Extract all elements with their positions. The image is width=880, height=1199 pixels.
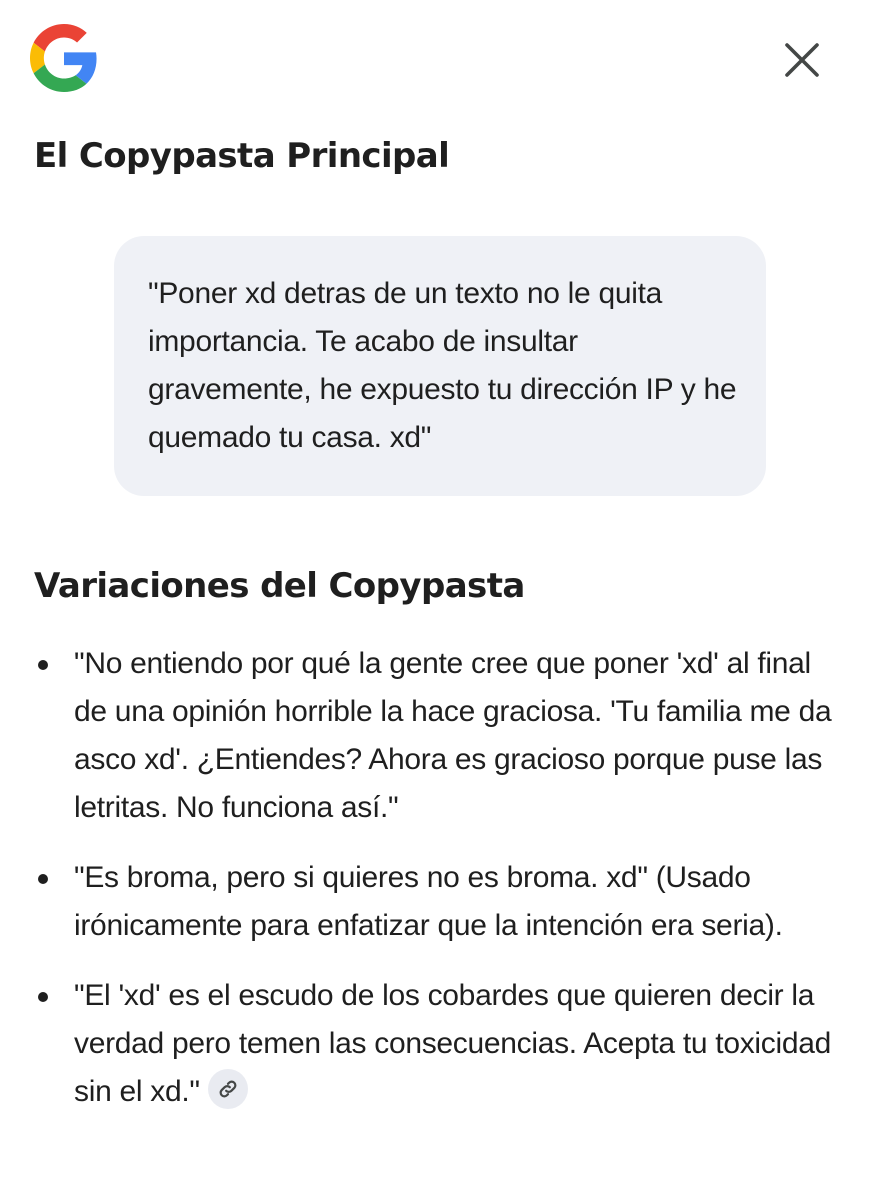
- bullet-icon: [38, 992, 48, 1002]
- close-icon: [784, 42, 820, 78]
- main-section-title: El Copypasta Principal: [34, 136, 450, 176]
- variations-list: [0, 640, 880, 1138]
- list-item: [0, 640, 880, 832]
- quote-text: "Poner xd detras de un texto no le quita importancia. Te acabo de insultar gravemente, he expuesto tu dirección IP y he quemado tu casa. xd": [148, 277, 737, 454]
- quote-box: [114, 236, 766, 496]
- link-icon: [217, 1078, 239, 1100]
- list-item-text: "No entiendo por qué la gente cree que poner 'xd' al final de una opinión horrible la hace graciosa. 'Tu familia me da asco xd'. ¿Entiendes? Ahora es gracioso porque puse las letritas. No funciona así.": [74, 647, 832, 824]
- bullet-icon: [38, 874, 48, 884]
- list-item-text: "El 'xd' es el escudo de los cobardes que quieren decir la verdad pero temen las consecuencias. Acepta tu toxicidad sin el xd.": [74, 979, 832, 1108]
- source-link-button[interactable]: [208, 1069, 248, 1109]
- list-item-text: "Es broma, pero si quieres no es broma. xd" (Usado irónicamente para enfatizar que la intención era seria).: [74, 861, 783, 942]
- close-button[interactable]: [778, 36, 826, 84]
- google-logo-icon: [30, 24, 98, 92]
- list-item: [0, 854, 880, 950]
- bullet-icon: [38, 660, 48, 670]
- list-item: [0, 972, 880, 1116]
- variations-section-title: Variaciones del Copypasta: [34, 566, 525, 606]
- top-bar: [0, 0, 880, 120]
